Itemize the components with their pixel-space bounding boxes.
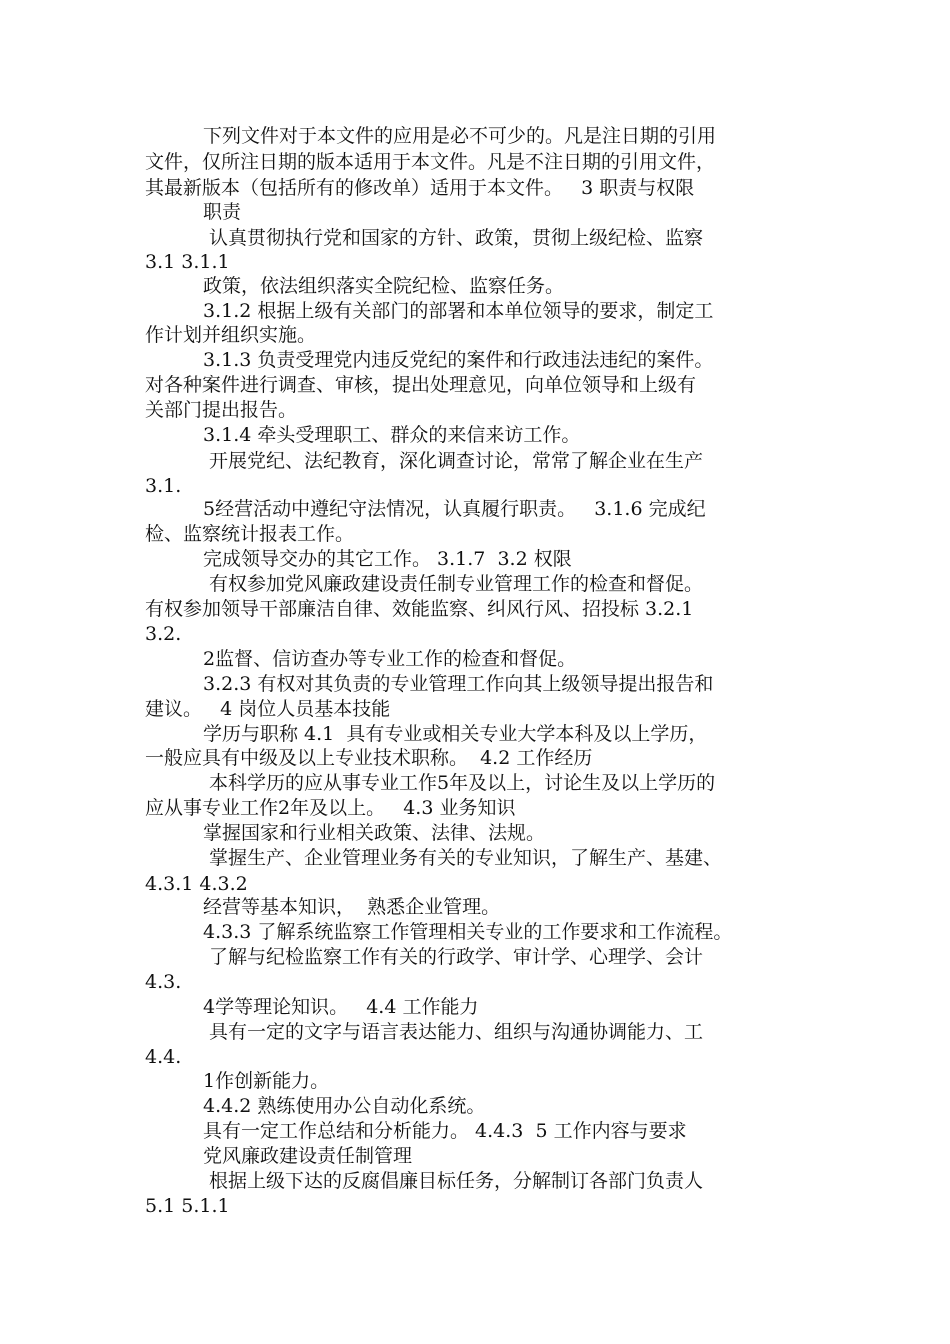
text-line: 4.3. (145, 971, 182, 993)
text-line: 有权参加领导干部廉洁自律、效能监察、纠风行风、招投标 3.2.1 (145, 598, 694, 620)
text-line: 本科学历的应从事专业工作5年及以上，讨论生及以上学历的 (203, 772, 716, 794)
text-line: 建议。 4 岗位人员基本技能 (145, 698, 391, 720)
text-line: 文件，仅所注日期的版本适用于本文件。凡是不注日期的引用文件， (145, 151, 716, 173)
text-line: 掌握生产、企业管理业务有关的专业知识，了解生产、基建、 (203, 847, 723, 869)
text-line: 具有一定工作总结和分析能力。 4.4.3 5 工作内容与要求 (203, 1120, 687, 1142)
text-line: 党风廉政建设责任制管理 (203, 1145, 413, 1167)
text-line: 有权参加党风廉政建设责任制专业管理工作的检查和督促。 (203, 573, 704, 595)
text-line: 1作创新能力。 (203, 1070, 330, 1092)
text-line: 4.4.2 熟练使用办公自动化系统。 (203, 1095, 486, 1117)
text-line: 了解与纪检监察工作有关的行政学、审计学、心理学、会计 (203, 946, 704, 968)
text-line: 对各种案件进行调查、审核，提出处理意见，向单位领导和上级有 (145, 374, 697, 396)
text-line: 开展党纪、法纪教育，深化调查讨论，常常了解企业在生产 (203, 450, 704, 472)
text-line: 2监督、信访查办等专业工作的检查和督促。 (203, 648, 577, 670)
text-line: 4.3.3 了解系统监察工作管理相关专业的工作要求和工作流程。 (203, 921, 733, 943)
text-line: 4学等理论知识。 4.4 工作能力 (203, 996, 479, 1018)
text-line: 应从事专业工作2年及以上。 4.3 业务知识 (145, 797, 516, 819)
text-line: 完成领导交办的其它工作。 3.1.7 3.2 权限 (203, 548, 572, 570)
text-line: 具有一定的文字与语言表达能力、组织与沟通协调能力、工 (203, 1021, 704, 1043)
text-line: 4.4. (145, 1046, 182, 1068)
text-line: 4.3.1 4.3.2 (145, 873, 248, 895)
text-line: 3.1.3 负责受理党内违反党纪的案件和行政违法违纪的案件。 (203, 349, 714, 371)
text-line: 根据上级下达的反腐倡廉目标任务，分解制订各部门负责人 (203, 1170, 704, 1192)
text-line: 关部门提出报告。 (145, 399, 298, 421)
text-line: 作计划并组织实施。 (145, 324, 317, 346)
text-line: 5经营活动中遵纪守法情况，认真履行职责。 3.1.6 完成纪 (203, 498, 706, 520)
text-line: 3.1 3.1.1 (145, 251, 230, 273)
text-line: 一般应具有中级及以上专业技术职称。 4.2 工作经历 (145, 747, 593, 769)
text-line: 5.1 5.1.1 (145, 1195, 230, 1217)
text-line: 检、监察统计报表工作。 (145, 523, 355, 545)
text-line: 其最新版本（包括所有的修改单）适用于本文件。 3 职责与权限 (145, 177, 695, 199)
text-line: 掌握国家和行业相关政策、法律、法规。 (203, 822, 546, 844)
text-line: 3.2.3 有权对其负责的专业管理工作向其上级领导提出报告和 (203, 673, 714, 695)
text-line: 政策，依法组织落实全院纪检、监察任务。 (203, 275, 565, 297)
text-line: 学历与职称 4.1 具有专业或相关专业大学本科及以上学历， (203, 723, 708, 745)
text-line: 3.2. (145, 623, 182, 645)
text-line: 3.1. (145, 475, 182, 497)
text-line: 3.1.2 根据上级有关部门的部署和本单位领导的要求，制定工 (203, 300, 714, 322)
text-line: 下列文件对于本文件的应用是必不可少的。凡是注日期的引用 (203, 125, 717, 147)
text-line: 3.1.4 牵头受理职工、群众的来信来访工作。 (203, 424, 581, 446)
text-line: 经营等基本知识， 熟悉企业管理。 (203, 896, 501, 918)
text-line: 职责 (203, 201, 242, 223)
text-line: 认真贯彻执行党和国家的方针、政策，贯彻上级纪检、监察 (203, 227, 704, 249)
